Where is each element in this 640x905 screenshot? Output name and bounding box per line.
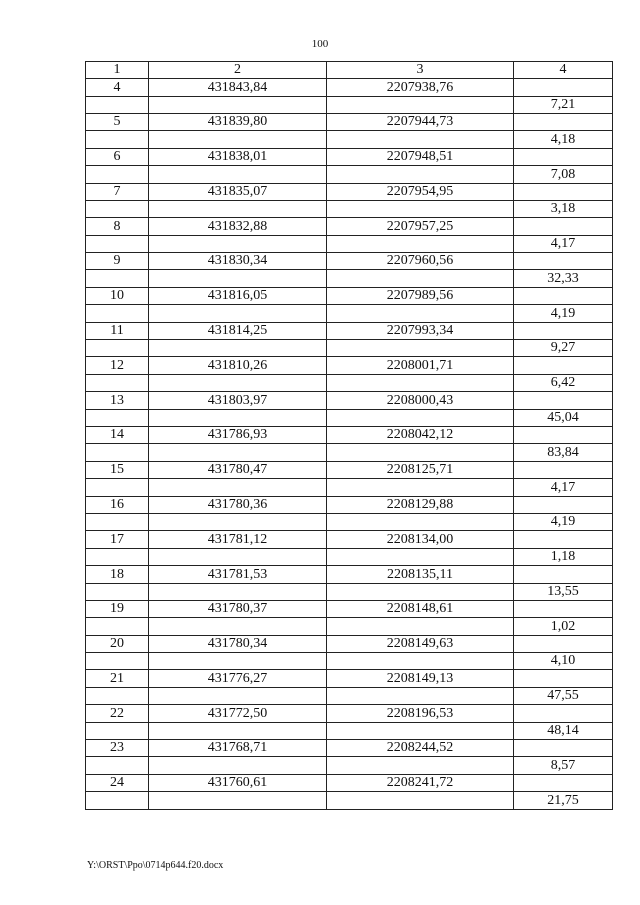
distance-cell [514, 322, 613, 339]
table-row [86, 444, 613, 461]
distance-cell [514, 427, 613, 444]
table-row [86, 548, 613, 565]
y-coordinate-cell [327, 270, 514, 287]
point-number-cell [86, 618, 149, 635]
table-row [86, 131, 613, 148]
point-number-cell [86, 305, 149, 322]
header-cell: 1 [86, 62, 149, 79]
distance-cell [514, 392, 613, 409]
point-number-cell [86, 235, 149, 252]
point-number-cell [86, 583, 149, 600]
table-row [86, 792, 613, 809]
distance-cell: 45,04 [514, 409, 613, 426]
point-number-cell [86, 479, 149, 496]
table-row [86, 270, 613, 287]
distance-cell [514, 600, 613, 617]
point-number-cell: 8 [86, 218, 149, 235]
x-coordinate-cell: 431830,34 [149, 253, 327, 270]
distance-cell [514, 148, 613, 165]
header-cell: 4 [514, 62, 613, 79]
x-coordinate-cell [149, 792, 327, 809]
y-coordinate-cell [327, 409, 514, 426]
distance-cell [514, 635, 613, 652]
x-coordinate-cell: 431843,84 [149, 79, 327, 96]
distance-cell: 4,10 [514, 653, 613, 670]
page-number: 100 [311, 38, 329, 50]
distance-cell: 4,19 [514, 513, 613, 530]
table-row [86, 148, 613, 165]
point-number-cell: 21 [86, 670, 149, 687]
point-number-cell: 5 [86, 113, 149, 130]
y-coordinate-cell: 2208001,71 [327, 357, 514, 374]
y-coordinate-cell: 2207957,25 [327, 218, 514, 235]
x-coordinate-cell: 431781,53 [149, 566, 327, 583]
distance-cell: 13,55 [514, 583, 613, 600]
table-row [86, 305, 613, 322]
y-coordinate-cell [327, 131, 514, 148]
table-row [86, 653, 613, 670]
y-coordinate-cell: 2208148,61 [327, 600, 514, 617]
point-number-cell [86, 374, 149, 391]
table-row [86, 496, 613, 513]
y-coordinate-cell: 2208196,53 [327, 705, 514, 722]
x-coordinate-cell: 431768,71 [149, 740, 327, 757]
table-row [86, 200, 613, 217]
table-row [86, 287, 613, 304]
y-coordinate-cell [327, 722, 514, 739]
distance-cell [514, 183, 613, 200]
x-coordinate-cell [149, 653, 327, 670]
y-coordinate-cell [327, 583, 514, 600]
x-coordinate-cell [149, 444, 327, 461]
x-coordinate-cell [149, 340, 327, 357]
y-coordinate-cell: 2207938,76 [327, 79, 514, 96]
x-coordinate-cell: 431760,61 [149, 774, 327, 791]
x-coordinate-cell: 431780,37 [149, 600, 327, 617]
distance-cell: 4,19 [514, 305, 613, 322]
x-coordinate-cell [149, 235, 327, 252]
x-coordinate-cell: 431814,25 [149, 322, 327, 339]
y-coordinate-cell: 2208149,63 [327, 635, 514, 652]
x-coordinate-cell: 431838,01 [149, 148, 327, 165]
point-number-cell: 6 [86, 148, 149, 165]
distance-cell: 9,27 [514, 340, 613, 357]
distance-cell [514, 496, 613, 513]
distance-cell: 47,55 [514, 687, 613, 704]
point-number-cell [86, 687, 149, 704]
x-coordinate-cell [149, 583, 327, 600]
point-number-cell: 24 [86, 774, 149, 791]
table-row [86, 618, 613, 635]
distance-cell [514, 218, 613, 235]
point-number-cell: 14 [86, 427, 149, 444]
y-coordinate-cell: 2207954,95 [327, 183, 514, 200]
y-coordinate-cell [327, 792, 514, 809]
point-number-cell: 10 [86, 287, 149, 304]
x-coordinate-cell: 431786,93 [149, 427, 327, 444]
x-coordinate-cell [149, 200, 327, 217]
point-number-cell: 15 [86, 461, 149, 478]
table-row [86, 687, 613, 704]
table-row [86, 774, 613, 791]
table-row [86, 357, 613, 374]
y-coordinate-cell [327, 687, 514, 704]
y-coordinate-cell [327, 444, 514, 461]
table-row [86, 183, 613, 200]
x-coordinate-cell [149, 618, 327, 635]
point-number-cell: 12 [86, 357, 149, 374]
y-coordinate-cell: 2208000,43 [327, 392, 514, 409]
distance-cell: 4,17 [514, 235, 613, 252]
x-coordinate-cell: 431810,26 [149, 357, 327, 374]
y-coordinate-cell [327, 340, 514, 357]
table-row [86, 566, 613, 583]
y-coordinate-cell: 2208129,88 [327, 496, 514, 513]
point-number-cell: 4 [86, 79, 149, 96]
table-row [86, 670, 613, 687]
table-row [86, 322, 613, 339]
table-row [86, 600, 613, 617]
x-coordinate-cell: 431832,88 [149, 218, 327, 235]
y-coordinate-cell: 2207960,56 [327, 253, 514, 270]
x-coordinate-cell [149, 513, 327, 530]
point-number-cell [86, 270, 149, 287]
x-coordinate-cell [149, 96, 327, 113]
y-coordinate-cell [327, 548, 514, 565]
x-coordinate-cell [149, 166, 327, 183]
distance-cell: 1,18 [514, 548, 613, 565]
distance-cell [514, 740, 613, 757]
point-number-cell [86, 444, 149, 461]
x-coordinate-cell [149, 757, 327, 774]
y-coordinate-cell: 2208241,72 [327, 774, 514, 791]
point-number-cell [86, 513, 149, 530]
point-number-cell [86, 166, 149, 183]
distance-cell: 21,75 [514, 792, 613, 809]
y-coordinate-cell: 2208125,71 [327, 461, 514, 478]
point-number-cell: 13 [86, 392, 149, 409]
x-coordinate-cell: 431835,07 [149, 183, 327, 200]
x-coordinate-cell [149, 479, 327, 496]
table-row [86, 479, 613, 496]
x-coordinate-cell [149, 270, 327, 287]
distance-cell [514, 113, 613, 130]
y-coordinate-cell [327, 374, 514, 391]
table-row [86, 235, 613, 252]
table-row [86, 513, 613, 530]
y-coordinate-cell [327, 166, 514, 183]
distance-cell: 4,18 [514, 131, 613, 148]
point-number-cell: 18 [86, 566, 149, 583]
y-coordinate-cell [327, 96, 514, 113]
y-coordinate-cell: 2207989,56 [327, 287, 514, 304]
point-number-cell: 22 [86, 705, 149, 722]
distance-cell [514, 566, 613, 583]
y-coordinate-cell [327, 618, 514, 635]
table-row [86, 96, 613, 113]
table-row [86, 722, 613, 739]
distance-cell: 7,08 [514, 166, 613, 183]
x-coordinate-cell [149, 374, 327, 391]
footer-file-path: Y:\ORST\Ppo\0714p644.f20.docx [87, 860, 224, 871]
table-header-row [86, 62, 613, 79]
table-row [86, 757, 613, 774]
x-coordinate-cell [149, 722, 327, 739]
distance-cell [514, 461, 613, 478]
y-coordinate-cell: 2207948,51 [327, 148, 514, 165]
distance-cell: 3,18 [514, 200, 613, 217]
point-number-cell: 23 [86, 740, 149, 757]
distance-cell: 8,57 [514, 757, 613, 774]
point-number-cell [86, 131, 149, 148]
x-coordinate-cell [149, 409, 327, 426]
x-coordinate-cell [149, 687, 327, 704]
table-row [86, 218, 613, 235]
x-coordinate-cell: 431781,12 [149, 531, 327, 548]
table-row [86, 531, 613, 548]
point-number-cell [86, 792, 149, 809]
y-coordinate-cell: 2208042,12 [327, 427, 514, 444]
point-number-cell [86, 96, 149, 113]
point-number-cell: 17 [86, 531, 149, 548]
point-number-cell: 7 [86, 183, 149, 200]
y-coordinate-cell [327, 653, 514, 670]
x-coordinate-cell: 431780,47 [149, 461, 327, 478]
x-coordinate-cell: 431803,97 [149, 392, 327, 409]
distance-cell: 7,21 [514, 96, 613, 113]
header-cell: 3 [327, 62, 514, 79]
y-coordinate-cell: 2208244,52 [327, 740, 514, 757]
table-row [86, 461, 613, 478]
x-coordinate-cell: 431780,36 [149, 496, 327, 513]
x-coordinate-cell [149, 548, 327, 565]
x-coordinate-cell: 431816,05 [149, 287, 327, 304]
point-number-cell [86, 409, 149, 426]
distance-cell [514, 531, 613, 548]
point-number-cell [86, 340, 149, 357]
table-row [86, 583, 613, 600]
point-number-cell [86, 757, 149, 774]
x-coordinate-cell: 431776,27 [149, 670, 327, 687]
table-row [86, 427, 613, 444]
y-coordinate-cell [327, 513, 514, 530]
distance-cell [514, 79, 613, 96]
distance-cell [514, 705, 613, 722]
distance-cell [514, 287, 613, 304]
y-coordinate-cell [327, 479, 514, 496]
distance-cell [514, 253, 613, 270]
table-row [86, 705, 613, 722]
distance-cell: 83,84 [514, 444, 613, 461]
distance-cell: 1,02 [514, 618, 613, 635]
point-number-cell: 11 [86, 322, 149, 339]
y-coordinate-cell: 2208135,11 [327, 566, 514, 583]
table-row [86, 253, 613, 270]
x-coordinate-cell [149, 305, 327, 322]
distance-cell [514, 357, 613, 374]
point-number-cell: 20 [86, 635, 149, 652]
y-coordinate-cell: 2207993,34 [327, 322, 514, 339]
distance-cell [514, 774, 613, 791]
header-cell: 2 [149, 62, 327, 79]
point-number-cell: 16 [86, 496, 149, 513]
table-row [86, 635, 613, 652]
y-coordinate-cell [327, 757, 514, 774]
x-coordinate-cell: 431772,50 [149, 705, 327, 722]
point-number-cell: 19 [86, 600, 149, 617]
table-row [86, 166, 613, 183]
y-coordinate-cell [327, 305, 514, 322]
x-coordinate-cell: 431839,80 [149, 113, 327, 130]
distance-cell [514, 670, 613, 687]
point-number-cell [86, 722, 149, 739]
y-coordinate-cell [327, 235, 514, 252]
coordinates-table [85, 61, 613, 810]
table-row [86, 113, 613, 130]
x-coordinate-cell [149, 131, 327, 148]
table-row [86, 340, 613, 357]
distance-cell: 4,17 [514, 479, 613, 496]
table-row [86, 740, 613, 757]
y-coordinate-cell: 2207944,73 [327, 113, 514, 130]
point-number-cell [86, 200, 149, 217]
y-coordinate-cell: 2208134,00 [327, 531, 514, 548]
y-coordinate-cell: 2208149,13 [327, 670, 514, 687]
y-coordinate-cell [327, 200, 514, 217]
distance-cell: 32,33 [514, 270, 613, 287]
table-row [86, 374, 613, 391]
table-row [86, 409, 613, 426]
table-row [86, 392, 613, 409]
point-number-cell [86, 653, 149, 670]
point-number-cell: 9 [86, 253, 149, 270]
distance-cell: 48,14 [514, 722, 613, 739]
distance-cell: 6,42 [514, 374, 613, 391]
x-coordinate-cell: 431780,34 [149, 635, 327, 652]
table-row [86, 79, 613, 96]
point-number-cell [86, 548, 149, 565]
